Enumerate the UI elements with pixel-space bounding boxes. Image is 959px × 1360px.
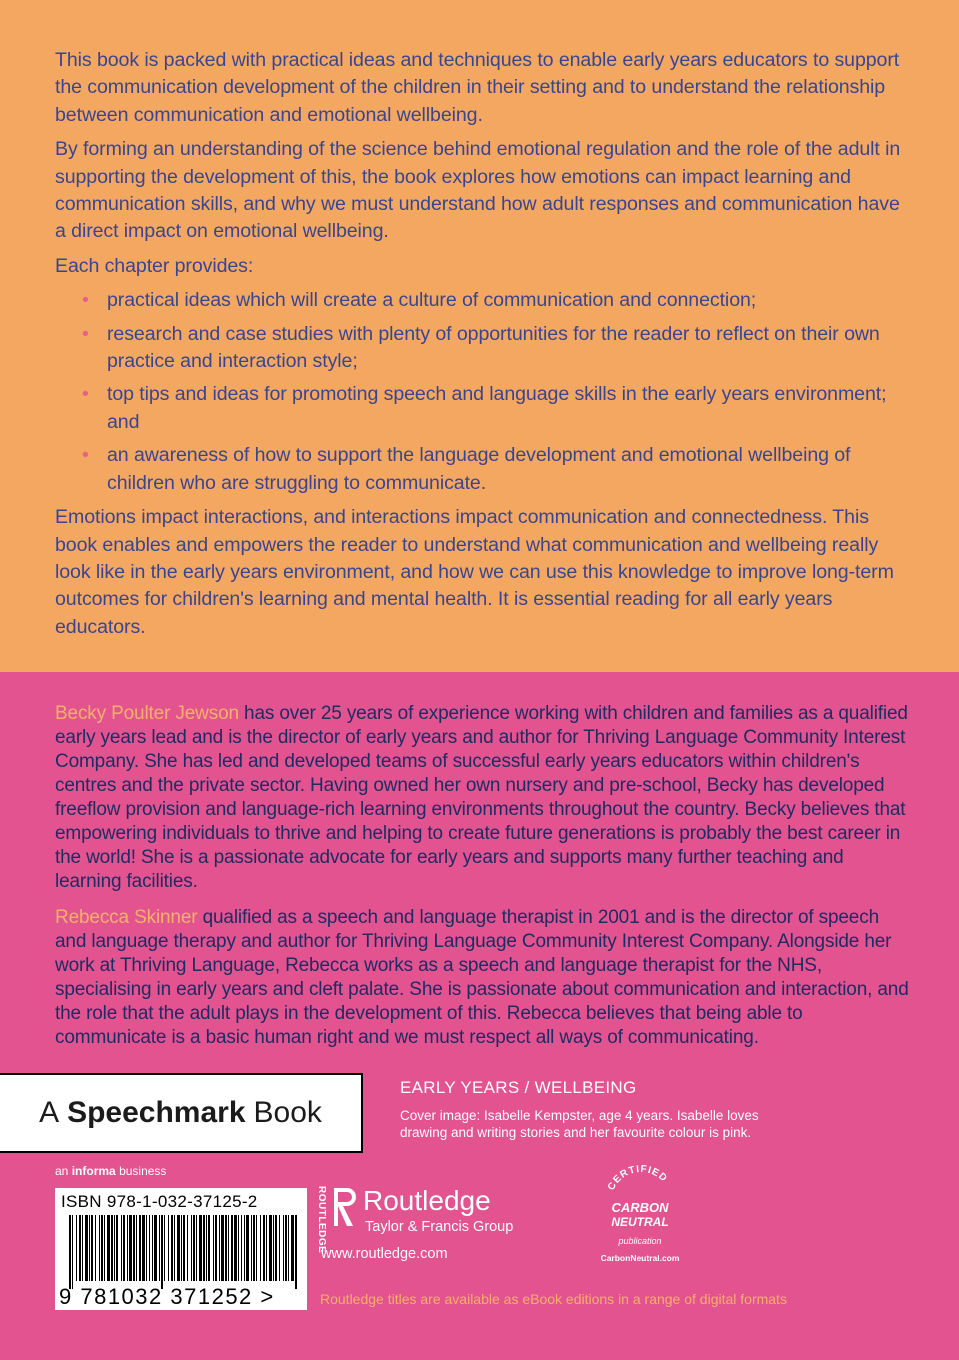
informa-brand: informa [71, 1164, 116, 1178]
barcode-bar [121, 1215, 122, 1281]
informa-suffix: business [119, 1164, 167, 1178]
barcode-bar [275, 1215, 277, 1281]
barcode-bar [116, 1215, 118, 1281]
carbon-site: CarbonNeutral.com [600, 1253, 680, 1263]
barcode-bar [95, 1215, 96, 1281]
barcode-bar [123, 1215, 125, 1281]
imprint-suffix: Book [253, 1096, 322, 1129]
barcode-bar [139, 1215, 141, 1281]
barcode-bar [107, 1215, 110, 1281]
barcode-bar [283, 1215, 284, 1281]
barcode-bar [76, 1215, 77, 1281]
cover-credit: Cover image: Isabelle Kempster, age 4 years. Isabelle loves drawing and writing stories and her favourite colour is pink. [400, 1108, 759, 1140]
barcode-bar [159, 1215, 160, 1281]
barcode-bar [288, 1215, 289, 1281]
carbon-certified: CERTIFIED [605, 1164, 670, 1193]
barcode-bar [193, 1215, 195, 1281]
barcode-bar [82, 1215, 83, 1281]
barcode-bar [256, 1215, 257, 1281]
speechmark-imprint-logo [0, 1073, 363, 1153]
barcode-bar [152, 1215, 153, 1281]
barcode-bar [253, 1215, 255, 1281]
barcode-bar [72, 1215, 73, 1289]
barcode-bar [142, 1215, 145, 1281]
barcode-bar [213, 1215, 214, 1281]
barcode-bar [269, 1215, 272, 1281]
imprint-brand: Speechmark [67, 1096, 246, 1129]
barcode-bar [91, 1215, 93, 1281]
author-name: Becky Poulter Jewson [55, 703, 239, 724]
publisher-url[interactable]: www.routledge.com [321, 1246, 448, 1262]
carbon-neutral-seal [583, 1164, 693, 1274]
blurb-chapter-lead: Each chapter provides: [55, 254, 254, 277]
barcode-bar [174, 1215, 175, 1281]
barcode-bar [263, 1215, 265, 1281]
barcode-bar [238, 1215, 239, 1281]
barcode-bar [279, 1215, 280, 1281]
blurb-intro: This book is packed with practical ideas and techniques to enable early years educators to support the communication development of the children in their setting and to understand the relationship between communication and emotional wellbeing. [55, 49, 900, 126]
barcode-bar [187, 1215, 188, 1281]
publisher-group: Taylor & Francis Group [365, 1219, 514, 1235]
barcode-bar [154, 1215, 157, 1281]
chapter-bullet: • top tips and ideas for promoting speech and language skills in the early years environment; and [82, 381, 907, 436]
imprint-prefix: A [39, 1096, 60, 1129]
barcode-bar [225, 1215, 227, 1281]
blurb-science: By forming an understanding of the science behind emotional regulation and the role of the adult in supporting the development of this, the book explores how emotions can impact learning and communication skills, and why we must understand how adult responses and communication have a direct impact on emotional wellbeing. [55, 138, 901, 243]
barcode-bars [69, 1215, 299, 1281]
barcode-bar [171, 1215, 173, 1281]
author-bio-text: qualified as a speech and language therapist in 2001 and is the director of speech and language therapy and author for Thriving Language Community Interest Company. Alongside her work at Thriving Language, Rebecca works as a speech and language therapist for the NHS, specialising in early years and cleft palate. She is passionate about communication and interaction, and the role that the adult plays in the development of this. Rebecca believes that being able to communicate is a basic human right and we must respect all ways of communicating. [55, 907, 909, 1048]
informa-line [55, 1164, 166, 1178]
barcode-bar [234, 1215, 237, 1281]
barcode-bar [168, 1215, 169, 1281]
barcode-bar [136, 1215, 137, 1281]
barcode-bar [79, 1215, 81, 1281]
barcode-bar [191, 1215, 192, 1281]
barcode-bar [228, 1215, 229, 1281]
author-name: Rebecca Skinner [55, 907, 198, 928]
carbon-line1: CARBON [611, 1200, 669, 1215]
chapter-bullet: • an awareness of how to support the language development and emotional wellbeing of children who are struggling to communicate. [82, 442, 907, 497]
barcode-bar [221, 1215, 224, 1281]
ebook-note: Routledge titles are available as eBook editions in a range of digital formats [320, 1291, 787, 1307]
barcode-bar [208, 1215, 210, 1281]
author-bio-text: has over 25 years of experience working with children and families as a qualified early years lead and is the director of early years and author for Thriving Language Community Interest Company. She has led and developed teams of successful early years educators within children's centres and the private sector. Having owned her own nursery and pre-school, Becky has developed freeflow provision and language-rich learning environments throughout the country. Becky believes that empowering individuals to thrive and helping to create future generations is probably the best career in the world! She is a passionate advocate for early years and supports many further teaching and learning facilities. [55, 703, 908, 892]
barcode-bar [260, 1215, 261, 1281]
barcode-bar [85, 1215, 88, 1281]
informa-prefix: an [55, 1164, 69, 1178]
barcode-bar [291, 1215, 294, 1281]
isbn-barcode [55, 1188, 307, 1310]
barcode-bar [295, 1215, 297, 1289]
barcode-bar [231, 1215, 233, 1281]
barcode-bar [206, 1215, 207, 1281]
category-label: EARLY YEARS / WELLBEING [400, 1078, 637, 1097]
barcode-bar [203, 1215, 205, 1281]
barcode-bar [246, 1215, 249, 1281]
barcode-number: 9 781032 371252 > [59, 1284, 275, 1309]
barcode-bar [244, 1215, 245, 1281]
barcode-bar [251, 1215, 252, 1281]
barcode-bar [129, 1215, 132, 1281]
blurb-closing: Emotions impact interactions, and interactions impact communication and connectedness. This book enables and empowers the reader to understand what communication and wellbeing really look like in the early years environment, and how we can use this knowledge to improve long-term outcomes for children's learning and mental health. It is essential reading for all early years educators. [55, 506, 894, 638]
svg-text:CERTIFIED [606, 1164, 670, 1192]
barcode-bar [99, 1215, 100, 1281]
barcode-bar [161, 1215, 163, 1289]
carbon-publication: publication [618, 1236, 662, 1246]
author-bios [55, 702, 915, 1062]
barcode-bar [273, 1215, 274, 1281]
barcode-bar [111, 1215, 113, 1281]
isbn-label: ISBN 978-1-032-37125-2 [61, 1192, 258, 1211]
barcode-bar [196, 1215, 197, 1281]
barcode-bar [133, 1215, 135, 1281]
barcode-bar [164, 1215, 165, 1281]
blurb-panel [0, 0, 959, 672]
barcode-bar [89, 1215, 90, 1281]
barcode-bar [199, 1215, 202, 1281]
barcode-bar [149, 1215, 150, 1281]
routledge-vertical-mark: ROUTLEDGE [316, 1186, 327, 1254]
barcode-bar [219, 1215, 220, 1281]
barcode-bar [183, 1215, 185, 1281]
barcode-bar [146, 1215, 147, 1281]
barcode-bar [127, 1215, 128, 1281]
blurb-text [55, 47, 907, 648]
chapter-bullet-list [55, 287, 907, 497]
barcode-bar [241, 1215, 242, 1281]
barcode-bar [266, 1215, 267, 1281]
chapter-bullet: • research and case studies with plenty of opportunities for the reader to reflect on their own practice and interaction style; [82, 321, 907, 376]
barcode-bar [101, 1215, 103, 1281]
barcode-bar [104, 1215, 105, 1281]
barcode-bar [181, 1215, 182, 1281]
barcode-bar [114, 1215, 115, 1281]
carbon-line2: NEUTRAL [611, 1215, 669, 1229]
author-bio [55, 702, 915, 894]
barcode-bar [69, 1215, 71, 1289]
barcode-bar [215, 1215, 217, 1281]
chapter-bullet: • practical ideas which will create a culture of communication and connection; [82, 287, 907, 314]
barcode-bar [177, 1215, 180, 1281]
routledge-r-icon [333, 1186, 359, 1230]
author-bio [55, 906, 915, 1050]
barcode-bar [285, 1215, 287, 1281]
publisher-name: Routledge [363, 1185, 491, 1216]
